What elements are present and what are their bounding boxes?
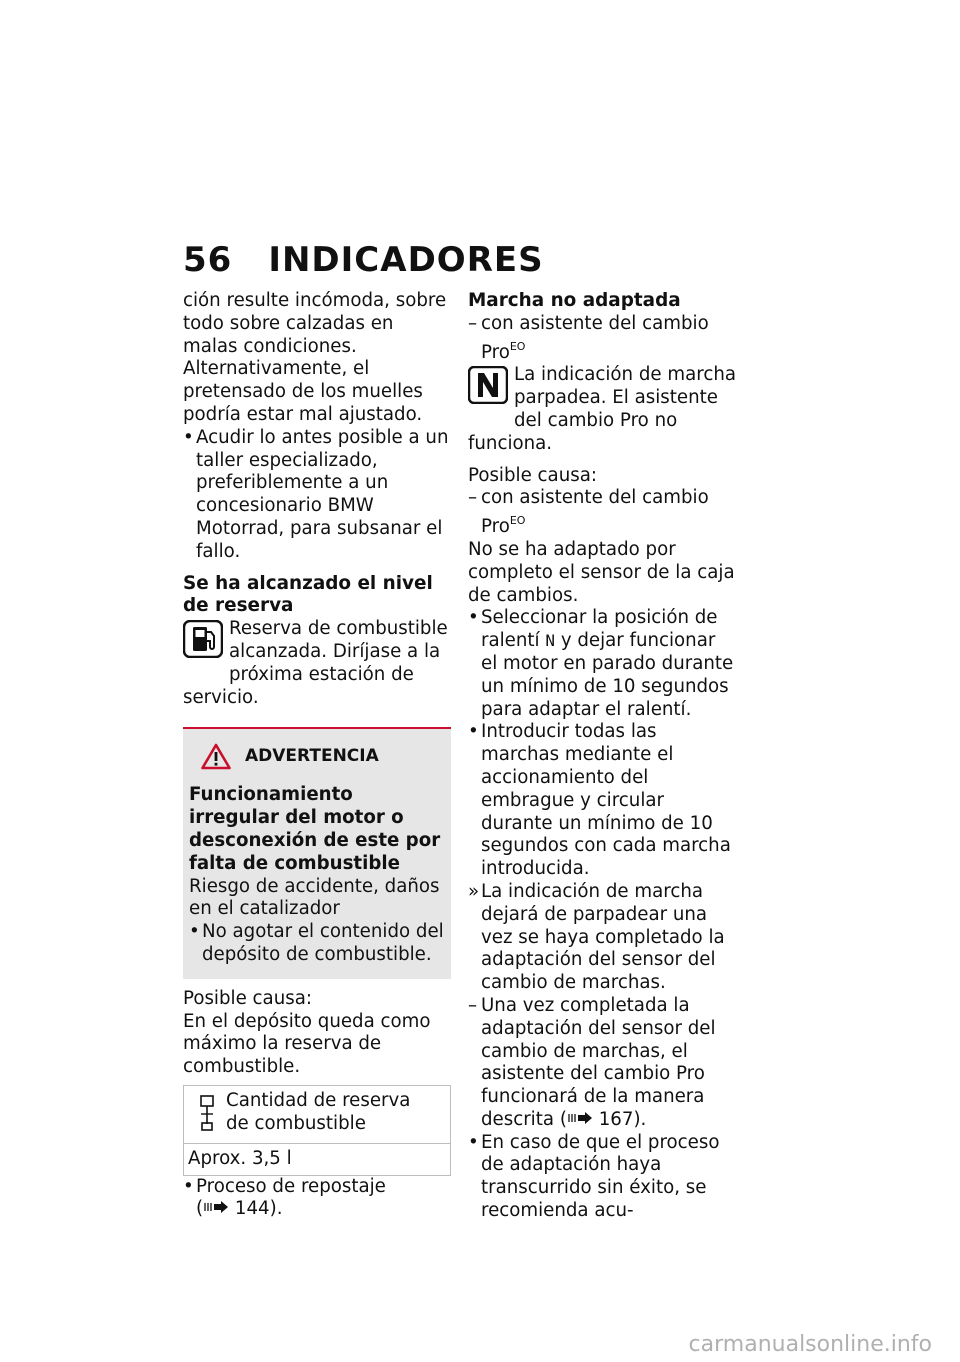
- spec-label-cell: [184, 1085, 451, 1143]
- dash-condition-1: [468, 313, 736, 365]
- spec-label: Cantidad de reserva de combustible: [226, 1089, 411, 1134]
- bullet-gears: • Introducir todas las marchas mediante el accionamiento del embrague y circular durante un mínimo de 10 segundos con cada marcha introducida.: [468, 721, 736, 881]
- page-ref-arrow-icon: [567, 1109, 593, 1130]
- watermark: carmanualsonline.info: [688, 1332, 932, 1357]
- refuel-ref: 144).: [234, 1198, 283, 1220]
- intro-paragraph: ción resulte incómoda, sobre todo sobre calzadas en malas condiciones. Alternativamente, el pretensado de los muelles podría estar mal ajustado.: [183, 290, 447, 425]
- bullet-refuel: • Proceso de repostaje ( 144).: [183, 1176, 451, 1222]
- dash-condition-2-text: con asistente del cambio Pro: [481, 487, 709, 538]
- warning-label: ADVERTENCIA: [245, 746, 379, 767]
- equipment-sup-1: EO: [509, 339, 526, 353]
- gear-indicator-text: La indicación de marcha parpadea. El asistente del cambio Pro no funciona.: [468, 364, 736, 454]
- page-ref-arrow-icon: [203, 1198, 229, 1219]
- dash-condition-3: – Una vez completada la adaptación del sensor del cambio de marchas, el asistente del cambio Pro funcionará de la manera descrita ( 167).: [468, 995, 736, 1132]
- gear-indicator-block: [468, 364, 736, 455]
- page-title: INDICADORES: [268, 240, 544, 280]
- reserve-text: Reserva de combustible alcanzada. Diríjase a la próxima estación de servicio.: [183, 618, 448, 708]
- spec-table: [183, 1085, 451, 1176]
- bullet-idle-text-a: Seleccionar la posición de ralentí: [481, 607, 718, 652]
- dash-condition-1-text: con asistente del cambio Pro: [481, 312, 709, 363]
- cause-label: Posible causa:: [183, 987, 312, 1009]
- dash-condition-2: [468, 487, 736, 539]
- warning-risk: Riesgo de accidente, daños en el catalizador: [189, 875, 440, 920]
- neutral-symbol: N: [545, 631, 556, 651]
- bullet-idle: [468, 607, 736, 721]
- fuel-level-icon: [198, 1094, 216, 1139]
- page-header: [183, 240, 544, 280]
- refuel-text: Proceso de repostaje: [196, 1175, 386, 1197]
- warning-title: [189, 743, 445, 770]
- warning-box: [183, 727, 451, 978]
- reserve-block: [183, 618, 451, 709]
- gear-cause-label: Posible causa:: [468, 464, 597, 486]
- reserve-heading: Se ha alcanzado el nivel de reserva: [183, 572, 433, 617]
- left-column: [183, 290, 451, 1221]
- cause-text: En el depósito queda como máximo la reserva de combustible.: [183, 1010, 431, 1078]
- spec-value: Aprox. 3,5 l: [184, 1143, 451, 1175]
- bullet-idle-text-b: y dejar funcionar el motor en parado durante un mínimo de 10 segundos para adaptar el ralentí.: [481, 630, 734, 720]
- bullet-workshop: • Acudir lo antes posible a un taller especializado, preferiblemente a un concesionario BMW Motorrad, para subsanar el fallo.: [183, 427, 451, 564]
- right-column: [468, 290, 736, 1223]
- gear-n-icon: [468, 366, 508, 411]
- dash-condition-3-ref: 167).: [598, 1108, 647, 1130]
- gear-cause-text: No se ha adaptado por completo el sensor de la caja de cambios.: [468, 538, 735, 606]
- dash-condition-3-text: Una vez completada la adaptación del sensor del cambio de marchas, el asistente del cambio Pro funcionará de la manera descrita: [481, 994, 716, 1130]
- warning-heading: Funcionamiento irregular del motor o desconexión de este por falta de combustible: [189, 784, 441, 874]
- page-number: 56: [183, 240, 233, 280]
- warning-triangle-icon: [201, 743, 231, 770]
- gear-heading: Marcha no adaptada: [468, 290, 681, 311]
- result-blink: » La indicación de marcha dejará de parpadear una vez se haya completado la adaptación del sensor del cambio de marchas.: [468, 881, 736, 995]
- warning-bullet: • No agotar el contenido del depósito de combustible.: [189, 921, 445, 967]
- bullet-failed: • En caso de que el proceso de adaptación haya transcurrido sin éxito, se recomienda acu-: [468, 1132, 736, 1223]
- equipment-sup-2: EO: [509, 514, 526, 528]
- fuel-pump-icon: [183, 620, 223, 665]
